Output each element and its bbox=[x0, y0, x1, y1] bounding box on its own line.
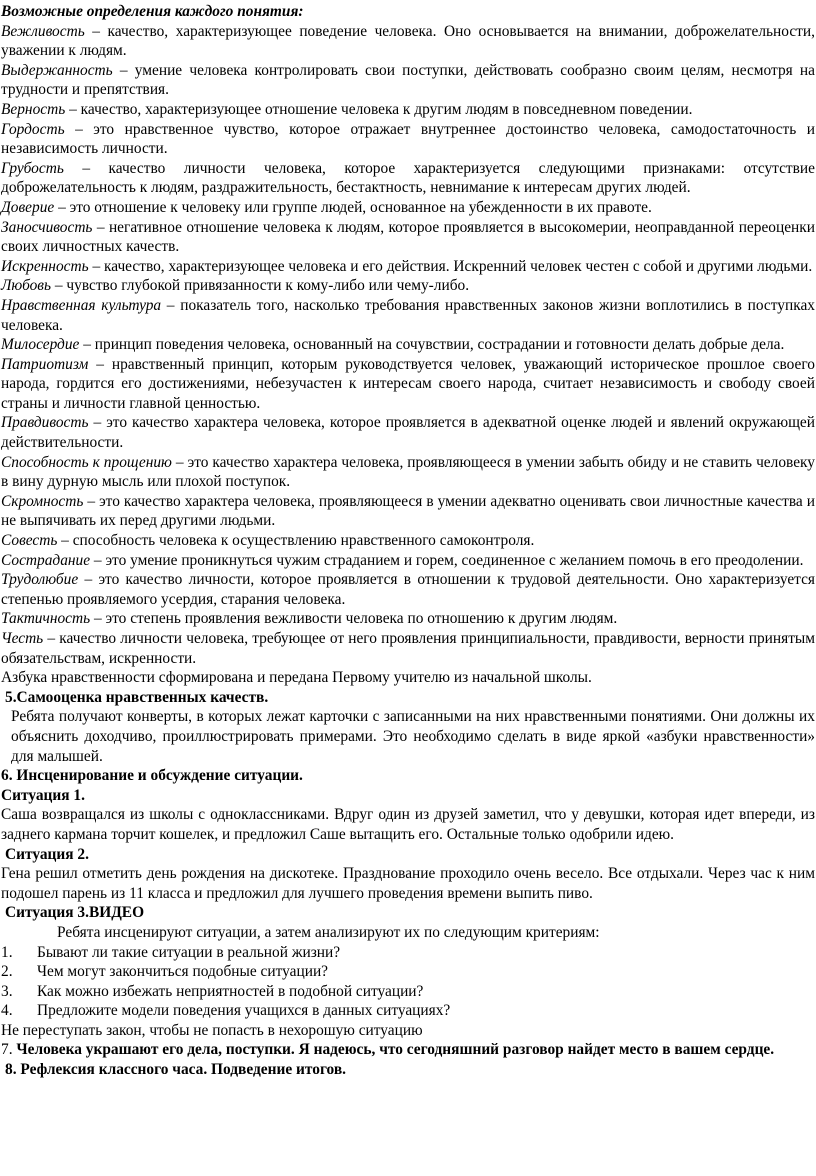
situation-3-title: Ситуация 3.ВИДЕО bbox=[5, 904, 145, 922]
definition-text: качество личности человека, требующее от него проявления принципиальности, правдивости, верности принятым обязательствам, искренности. bbox=[1, 630, 816, 667]
criteria-item bbox=[1, 982, 815, 1002]
definition-term: Скромность bbox=[1, 492, 84, 510]
situation-1-text: Саша возвращался из школы с одноклассниками. Вдруг один из друзей заметил, что у девушки, которая идет впереди, из заднего кармана торчит кошелек, и предложил Саше вытащить его. Остальные только одобрили идею. bbox=[1, 806, 815, 843]
definition-item: Сострадание – это умение проникнуться чужим страданием и горем, соединенное с желанием помочь в его преодолении. bbox=[1, 551, 804, 569]
definition-term: Заносчивость bbox=[1, 218, 93, 236]
situation-1-title: Ситуация 1. bbox=[1, 786, 85, 804]
situation-2-text: Гена решил отметить день рождения на дискотеке. Празднование проходило очень весело. Все отдыхали. Через час к ним подошел парень из 11 класса и предложил для лучшего проведения времени выпить пиво. bbox=[1, 865, 815, 902]
definition-item: Выдержанность – умение человека контролировать свои поступки, действовать сообразно своим целям, несмотря на трудности и препятствия. bbox=[1, 61, 815, 99]
definition-term: Тактичность bbox=[1, 610, 91, 628]
definition-item: Любовь – чувство глубокой привязанности к кому-либо или чему-либо. bbox=[1, 277, 470, 295]
definition-text: способность человека к осуществлению нравственного самоконтроля. bbox=[72, 532, 535, 550]
definition-text: это качество характера человека, проявляющееся в умении адекватно оценивать свои личностные качества и не выпячивать их перед другими людьми. bbox=[1, 492, 815, 530]
criteria-number: 3. bbox=[1, 982, 13, 1000]
definition-item: Правдивость – это качество характера человека, которое проявляется в адекватной оценке людей и явлений окружающей действительности. bbox=[1, 414, 816, 452]
definition-text: умение человека контролировать свои поступки, действовать сообразно своим целям, несмотря на трудности и препятствия. bbox=[1, 61, 815, 99]
definition-item: Грубость – качество личности человека, которое характеризуется следующими признаками: отсутствие доброжелательность к людям, раздражительность, бестактность, невнимание к интересам других людей. bbox=[1, 159, 815, 197]
law-line: Не переступать закон, чтобы не попасть в нехорошую ситуацию bbox=[1, 1021, 423, 1039]
definition-term: Трудолюбие bbox=[1, 571, 79, 589]
criteria-item bbox=[1, 943, 815, 963]
definition-term: Милосердие bbox=[1, 336, 80, 354]
section-5-title: 5.Самооценка нравственных качеств. bbox=[5, 688, 269, 706]
definition-term: Искренность bbox=[1, 257, 89, 275]
definition-item: Способность к прощению – это качество характера человека, проявляющееся в умении забыть обиду и не ставить человеку в вину дурную мысль или плохой поступок. bbox=[1, 453, 815, 491]
criteria-text: Предложите модели поведения учащихся в данных ситуациях? bbox=[37, 1002, 451, 1020]
definition-text: нравственный принцип, которым руководствуется человек, уважающий историческое прошлое своего народа, гордится его достижениями, небезучастен к интересам своего народа, считает независимость и свободу своей страны и личности главной ценностью. bbox=[1, 355, 815, 412]
definition-item: Заносчивость – негативное отношение человека к людям, которое проявляется в высокомерии, неоправданной переоценки своих личностных качеств. bbox=[1, 218, 815, 256]
definition-item: Верность – качество, характеризующее отношение человека к другим людям в повседневном поведении. bbox=[1, 100, 693, 118]
definition-term: Вежливость bbox=[1, 22, 85, 40]
definitions-list bbox=[1, 22, 815, 669]
criteria-text: Бывают ли такие ситуации в реальной жизни? bbox=[37, 943, 341, 961]
definition-term: Способность к прощению bbox=[1, 453, 172, 471]
definition-term: Нравственная культура bbox=[1, 296, 162, 314]
definition-term: Грубость bbox=[1, 159, 64, 177]
definition-term: Гордость bbox=[1, 120, 65, 138]
azbuka-paragraph: Азбука нравственности сформирована и передана Первому учителю из начальной школы. bbox=[1, 669, 592, 687]
definition-text: это отношение к человеку или группе людей, основанное на убежденности в их правоте. bbox=[69, 198, 652, 216]
section-5-text: Ребята получают конверты, в которых лежат карточки с записанными на них нравственными понятиями. Они должны их объяснить доходчиво, проиллюстрировать примерами. Это необходимо сделать в виде яркой «азбуки нравственности» для малышей. bbox=[11, 708, 815, 765]
definition-term: Честь bbox=[1, 630, 44, 647]
definition-item: Искренность – качество, характеризующее человека и его действия. Искренний человек честен с собой и другими людьми. bbox=[1, 257, 813, 275]
criteria-intro: Ребята инсценируют ситуации, а затем анализируют их по следующим критериям: bbox=[57, 923, 600, 941]
definition-term: Верность bbox=[1, 100, 66, 118]
definition-text: чувство глубокой привязанности к кому-либо или чему-либо. bbox=[66, 277, 470, 295]
criteria-item bbox=[1, 1001, 815, 1021]
definition-term: Любовь bbox=[1, 277, 51, 295]
criteria-list bbox=[1, 943, 815, 1021]
definition-text: качество, характеризующее поведение человека. Оно основывается на внимании, доброжелательности, уважении к людям. bbox=[1, 22, 815, 60]
definition-item: Нравственная культура – показатель того, насколько требования нравственных законов жизни воплотились в поступках человека. bbox=[1, 296, 815, 334]
definition-item: Гордость – это нравственное чувство, которое отражает внутреннее достоинство человека, самодостаточность и независимость личности. bbox=[1, 120, 815, 158]
definition-text: показатель того, насколько требования нравственных законов жизни воплотились в поступках человека. bbox=[1, 296, 815, 334]
definition-term: Совесть bbox=[1, 532, 58, 550]
definition-item: Честь – качество личности человека, требующее от него проявления принципиальности, правдивости, верности принятым обязательствам, искренности. bbox=[1, 630, 816, 667]
section-8-title: 8. Рефлексия классного часа. Подведение итогов. bbox=[5, 1061, 347, 1079]
criteria-text: Чем могут закончиться подобные ситуации? bbox=[37, 963, 329, 981]
definition-text: это степень проявления вежливости человека по отношению к другим людям. bbox=[105, 610, 618, 628]
criteria-number: 2. bbox=[1, 963, 13, 981]
definition-text: это нравственное чувство, которое отражает внутреннее достоинство человека, самодостаточность и независимость личности. bbox=[1, 120, 815, 158]
criteria-item bbox=[1, 962, 815, 982]
section-7 bbox=[1, 1040, 815, 1060]
definition-text: это качество характера человека, проявляющееся в умении забыть обиду и не ставить человеку в вину дурную мысль или плохой поступок. bbox=[1, 453, 815, 491]
definition-text: это качество характера человека, которое проявляется в адекватной оценке людей и явлений окружающей действительности. bbox=[1, 414, 816, 452]
definition-term: Доверие bbox=[1, 198, 55, 216]
definition-item: Милосердие – принцип поведения человека, основанный на сочувствии, сострадании и готовности делать добрые дела. bbox=[1, 336, 785, 354]
section-7-number: 7. bbox=[1, 1041, 17, 1059]
definition-term: Патриотизм bbox=[1, 355, 89, 373]
definition-text: качество, характеризующее отношение человека к другим людям в повседневном поведении. bbox=[80, 100, 693, 118]
definition-text: принцип поведения человека, основанный на сочувствии, сострадании и готовности делать добрые дела. bbox=[94, 336, 785, 354]
definition-term: Правдивость bbox=[1, 414, 89, 432]
definition-item: Трудолюбие – это качество личности, которое проявляется в отношении к трудовой деятельности. Оно характеризуется степенью проявляемого усердия, старания человека. bbox=[1, 571, 815, 608]
definition-text: негативное отношение человека к людям, которое проявляется в высокомерии, неоправданной переоценки своих личностных качеств. bbox=[1, 218, 815, 256]
definition-item: Патриотизм – нравственный принцип, которым руководствуется человек, уважающий историческое прошлое своего народа, гордится его достижениями, небезучастен к интересам своего народа, считает независимость и свободу своей страны и личности главной ценностью. bbox=[1, 355, 815, 412]
definition-text: качество, характеризующее человека и его действия. Искренний человек честен с собой и другими людьми. bbox=[103, 257, 813, 275]
criteria-number: 1. bbox=[1, 943, 13, 961]
definitions-header: Возможные определения каждого понятия: bbox=[1, 3, 304, 20]
section-6-title: 6. Инсценирование и обсуждение ситуации. bbox=[1, 767, 303, 785]
definition-item: Доверие – это отношение к человеку или группе людей, основанное на убежденности в их правоте. bbox=[1, 198, 652, 216]
criteria-number: 4. bbox=[1, 1002, 13, 1020]
definition-item: Вежливость – качество, характеризующее поведение человека. Оно основывается на внимании, доброжелательности, уважении к людям. bbox=[1, 22, 815, 60]
situation-2-title: Ситуация 2. bbox=[5, 845, 89, 863]
definition-item: Тактичность – это степень проявления вежливости человека по отношению к другим людям. bbox=[1, 610, 618, 628]
section-7-text: Человека украшают его дела, поступки. Я надеюсь, что сегодняшний разговор найдет место в вашем сердце. bbox=[16, 1041, 775, 1059]
definition-text: это качество личности, которое проявляется в отношении к трудовой деятельности. Оно характеризуется степенью проявляемого усердия, старания человека. bbox=[1, 571, 815, 608]
criteria-text: Как можно избежать неприятностей в подобной ситуации? bbox=[37, 982, 424, 1000]
definition-item: Совесть – способность человека к осуществлению нравственного самоконтроля. bbox=[1, 532, 535, 550]
definition-term: Сострадание bbox=[1, 551, 91, 569]
definition-term: Выдержанность bbox=[1, 61, 113, 79]
definition-text: качество личности человека, которое характеризуется следующими признаками: отсутствие доброжелательность к людям, раздражительность, бестактность, невнимание к интересам других людей. bbox=[1, 159, 815, 197]
definition-item: Скромность – это качество характера человека, проявляющееся в умении адекватно оценивать свои личностные качества и не выпячивать их перед другими людьми. bbox=[1, 492, 815, 530]
definition-text: это умение проникнуться чужим страданием и горем, соединенное с желанием помочь в его преодолении. bbox=[105, 551, 804, 569]
document-page bbox=[1, 2, 815, 1080]
